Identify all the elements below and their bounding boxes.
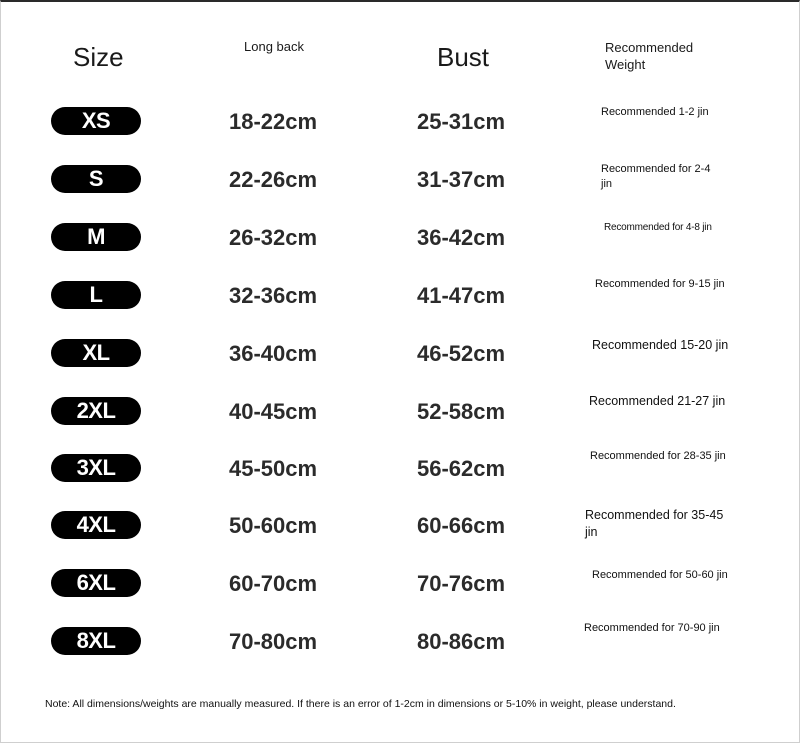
long-back-value: 26-32cm bbox=[229, 225, 318, 250]
long-back-value: 22-26cm bbox=[229, 167, 318, 192]
long-back-value: 36-40cm bbox=[229, 341, 318, 366]
table-row bbox=[1, 505, 800, 545]
weight-recommendation: Recommended 21-27 jin bbox=[589, 394, 726, 408]
table-row bbox=[1, 333, 800, 373]
weight-recommendation: Recommended for 4-8 jin bbox=[604, 222, 712, 233]
long-back-value: 60-70cm bbox=[229, 571, 318, 596]
table-row bbox=[1, 391, 800, 431]
long-back-value: 18-22cm bbox=[229, 109, 318, 134]
size-badge: XS bbox=[51, 107, 141, 135]
measurement-note: Note: All dimensions/weights are manually measured. If there is an error of 1-2cm in dimensions or 5-10% in weight, please understand. bbox=[45, 698, 676, 710]
bust-value: 60-66cm bbox=[417, 513, 506, 538]
bust-value: 70-76cm bbox=[417, 571, 506, 596]
size-badge: M bbox=[51, 223, 141, 251]
size-badge: 3XL bbox=[51, 454, 141, 482]
bust-value: 52-58cm bbox=[417, 399, 506, 424]
header-bust: Bust bbox=[437, 42, 490, 72]
table-row bbox=[1, 563, 800, 603]
table-row bbox=[1, 159, 800, 199]
table-row bbox=[1, 217, 800, 257]
table-row bbox=[1, 448, 800, 488]
weight-recommendation: Recommended for 28-35 jin bbox=[590, 450, 726, 462]
size-badge: 8XL bbox=[51, 627, 141, 655]
size-badge: L bbox=[51, 281, 141, 309]
weight-recommendation: Recommended for 35-45 jin bbox=[585, 508, 724, 539]
long-back-value: 32-36cm bbox=[229, 283, 318, 308]
bust-value: 56-62cm bbox=[417, 456, 506, 481]
table-row bbox=[1, 621, 800, 661]
long-back-value: 50-60cm bbox=[229, 513, 318, 538]
header-size: Size bbox=[73, 42, 124, 72]
weight-recommendation: Recommended for 50-60 jin bbox=[592, 569, 728, 581]
table-row bbox=[1, 275, 800, 315]
long-back-value: 45-50cm bbox=[229, 456, 318, 481]
bust-value: 25-31cm bbox=[417, 109, 506, 134]
weight-recommendation: Recommended 15-20 jin bbox=[592, 338, 729, 352]
weight-recommendation: Recommended 1-2 jin bbox=[601, 106, 709, 118]
size-badge: S bbox=[51, 165, 141, 193]
weight-recommendation: Recommended for 9-15 jin bbox=[595, 278, 725, 290]
header-recommended-weight: Recommended Weight bbox=[605, 40, 694, 72]
long-back-value: 70-80cm bbox=[229, 629, 318, 654]
bust-value: 80-86cm bbox=[417, 629, 506, 654]
size-badge: 6XL bbox=[51, 569, 141, 597]
table-row bbox=[1, 101, 800, 141]
size-badge: 2XL bbox=[51, 397, 141, 425]
bust-value: 46-52cm bbox=[417, 341, 506, 366]
size-badge: 4XL bbox=[51, 511, 141, 539]
size-badge: XL bbox=[51, 339, 141, 367]
long-back-value: 40-45cm bbox=[229, 399, 318, 424]
header-long-back: Long back bbox=[244, 39, 304, 54]
weight-recommendation: Recommended for 70-90 jin bbox=[584, 622, 720, 634]
weight-recommendation: Recommended for 2-4 jin bbox=[601, 163, 711, 190]
bust-value: 41-47cm bbox=[417, 283, 506, 308]
bust-value: 31-37cm bbox=[417, 167, 506, 192]
bust-value: 36-42cm bbox=[417, 225, 506, 250]
